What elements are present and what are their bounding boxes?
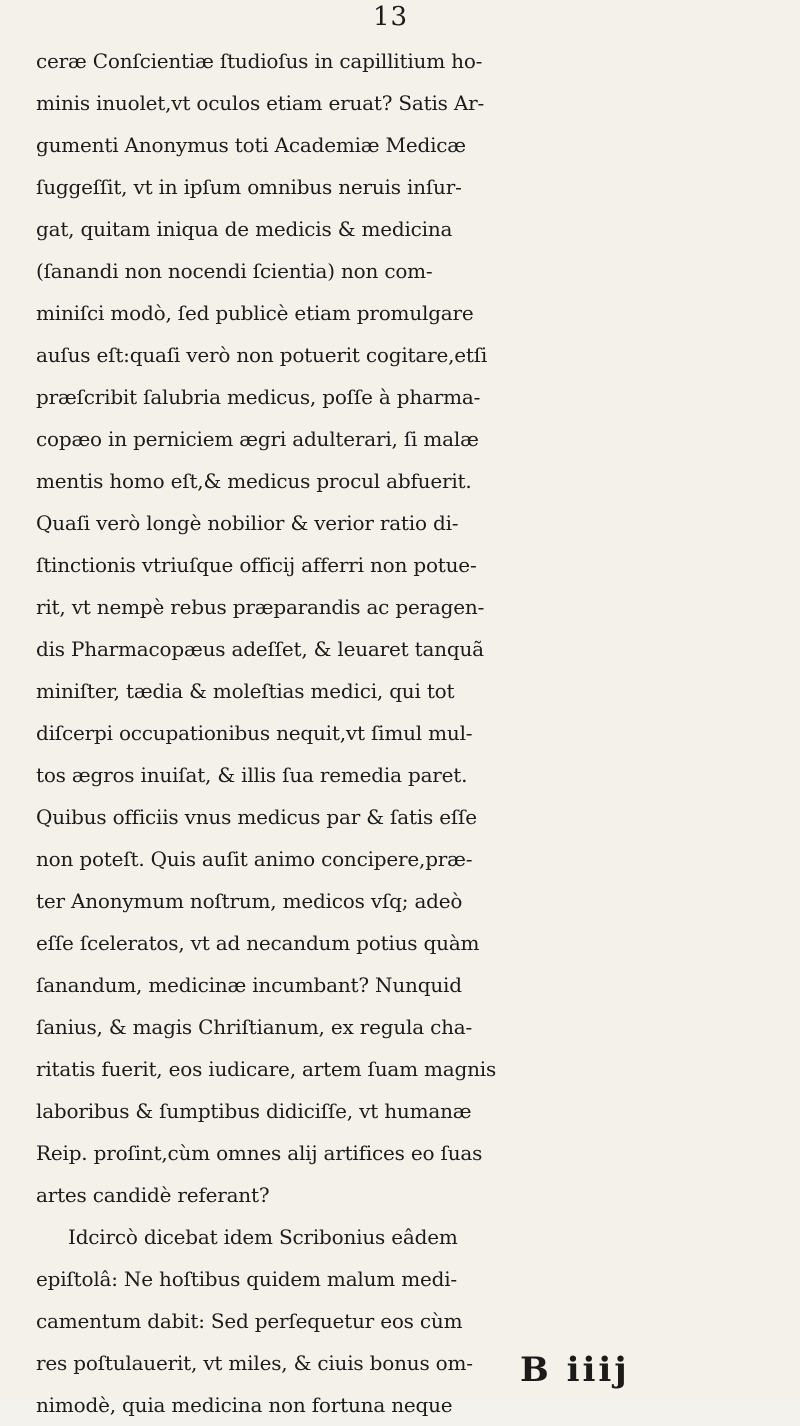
text-line: gumenti Anonymus toti Academiæ Medicæ — [36, 133, 466, 157]
text-line: miniſci modò, ſed publicè etiam promulgare — [36, 301, 474, 325]
text-line: (ſanandi non nocendi ſcientia) non com- — [36, 259, 433, 283]
text-line: tos ægros inuiſat, & illis ſua remedia paret. — [36, 763, 468, 787]
text-line: minis inuolet,vt oculos etiam eruat? Satis Ar- — [36, 91, 485, 115]
text-line: dis Pharmacopæus adeſſet, & leuaret tanquã — [36, 637, 484, 661]
text-line: eſſe ſceleratos, vt ad necandum potius quàm — [36, 931, 480, 955]
text-line: auſus eſt:quaſi verò non potuerit cogitare,etſi — [36, 343, 488, 367]
text-line: epiſtolâ: Ne hoſtibus quidem malum medi- — [36, 1267, 457, 1291]
text-line: rit, vt nempè rebus præparandis ac peragen- — [36, 595, 485, 619]
signature-mark: B iiij — [520, 1350, 630, 1390]
text-line: miniſter, tædia & moleſtias medici, qui tot — [36, 679, 455, 703]
text-line: copæo in perniciem ægri adulterari, ſi malæ — [36, 427, 479, 451]
text-line: artes candidè referant? — [36, 1183, 270, 1207]
text-line: res poſtulauerit, vt miles, & ciuis bonus om- — [36, 1351, 473, 1375]
text-line: ſanandum, medicinæ incumbant? Nunquid — [36, 973, 462, 997]
text-line: Reip. proſint,cùm omnes alij artifices eo ſuas — [36, 1141, 483, 1165]
text-line: laboribus & ſumptibus didiciſſe, vt humanæ — [36, 1099, 472, 1123]
text-line: ter Anonymum noſtrum, medicos vſq; adeò — [36, 889, 463, 913]
text-line: non poteſt. Quis auſit animo concipere,præ- — [36, 847, 473, 871]
text-line: ſtinctionis vtriuſque officij afferri non potue- — [36, 553, 477, 577]
text-line: mentis homo eſt,& medicus procul abfuerit. — [36, 469, 472, 493]
text-line: ritatis fuerit, eos iudicare, artem ſuam magnis — [36, 1057, 497, 1081]
text-line: camentum dabit: Sed perſequetur eos cùm — [36, 1309, 463, 1333]
text-line: ceræ Conſcientiæ ſtudioſus in capillitium ho- — [36, 49, 483, 73]
text-line: ſanius, & magis Chriſtianum, ex regula cha- — [36, 1015, 473, 1039]
text-line: Idcircò dicebat idem Scribonius eâdem — [68, 1225, 458, 1249]
text-line: præſcribit ſalubria medicus, poſſe à pharma- — [36, 385, 481, 409]
text-line: diſcerpi occupationibus nequit,vt ſimul mul- — [36, 721, 473, 745]
page-number: 13 — [373, 2, 409, 32]
text-line: Quaſi verò longè nobilior & verior ratio di- — [36, 511, 459, 535]
text-line: ſuggeſſit, vt in ipſum omnibus neruis inſur- — [36, 175, 462, 199]
text-line: Quibus officiis vnus medicus par & ſatis eſſe — [36, 805, 477, 829]
text-line: nimodè, quia medicina non fortuna neque — [36, 1393, 453, 1417]
text-line: gat, quitam iniqua de medicis & medicina — [36, 217, 453, 241]
body-text — [36, 40, 796, 1426]
